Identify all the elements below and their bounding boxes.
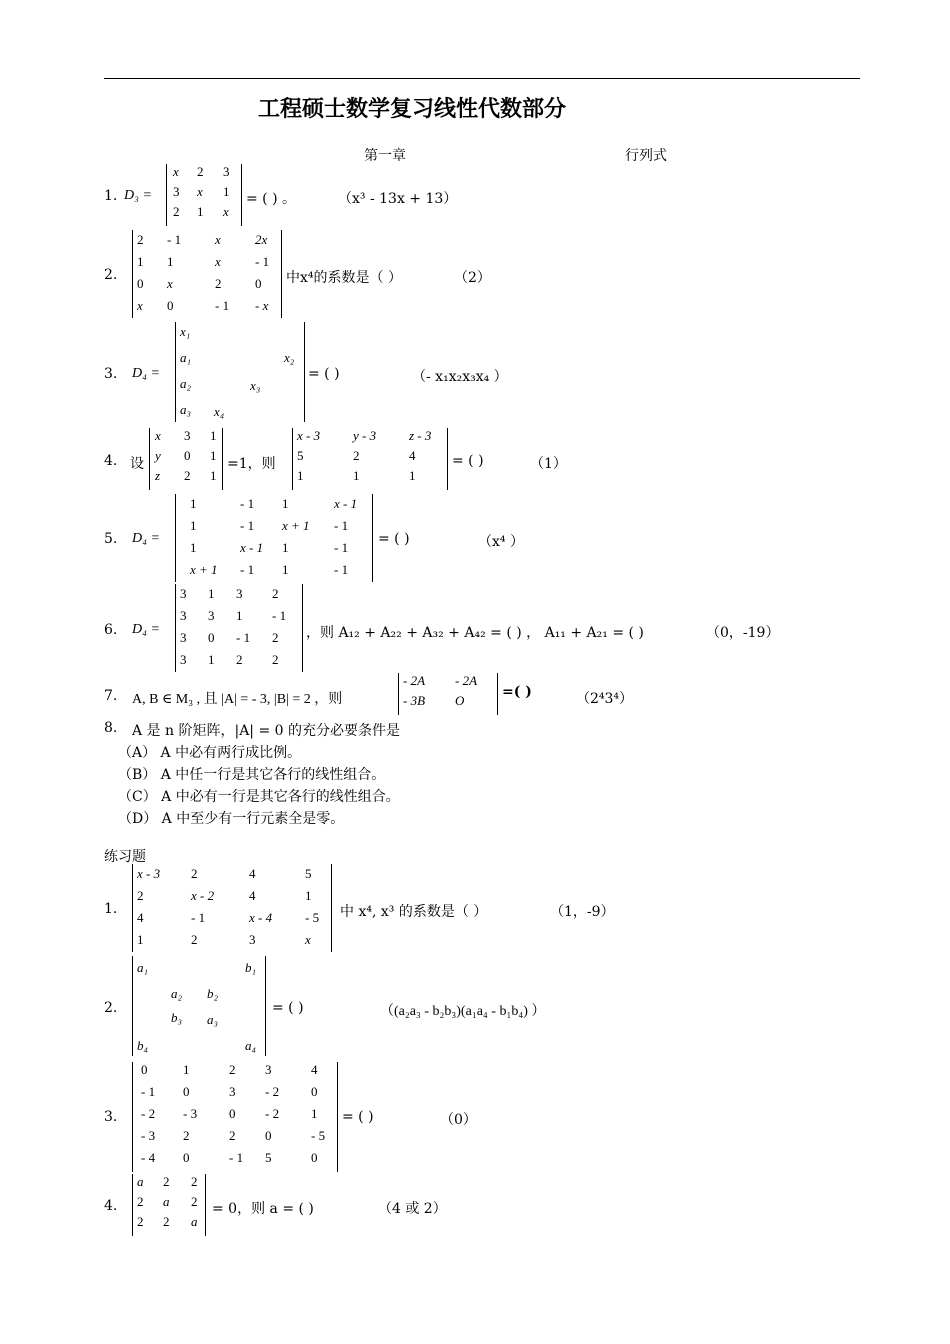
det-cell: 1 (137, 932, 144, 947)
exercise-4-number: 4. (104, 1198, 118, 1214)
det-cell: - 1 (236, 630, 251, 645)
det-cell: 2 (173, 204, 180, 219)
problem-8-option-d: （D） A 中至少有一行元素全是零。 (118, 811, 345, 827)
problem-5-lhs: D₄ = (132, 531, 160, 546)
problem-8-text: A 是 n 阶矩阵，|A| = 0 的充分必要条件是 (132, 723, 401, 739)
det-cell: 0 (265, 1128, 272, 1143)
exercise-3-text: = ( ) (342, 1109, 374, 1125)
det-cell: 2 (184, 468, 191, 483)
det-cell: - 1 (240, 518, 255, 533)
problem-4-determinant-b (292, 428, 448, 490)
det-cell: a₃ (207, 1012, 219, 1027)
det-cell: 2 (137, 888, 144, 903)
exercise-3-number: 3. (104, 1109, 118, 1125)
det-cell: - 2 (141, 1106, 156, 1121)
det-cell: a₁ (180, 350, 192, 365)
exercise-1-text: 中 x⁴, x³ 的系数是（ ） (340, 904, 488, 920)
det-cell: z (155, 468, 161, 483)
det-cell: 3 (249, 932, 256, 947)
det-cell: 1 (282, 562, 289, 577)
det-cell: 3 (236, 586, 243, 601)
det-cell: x (167, 276, 173, 291)
det-cell: x₃ (250, 378, 261, 393)
det-cell: 1 (353, 468, 360, 483)
det-cell: 2 (229, 1128, 236, 1143)
det-cell: 3 (265, 1062, 272, 1077)
det-cell: 3 (180, 586, 187, 601)
det-cell: 0 (167, 298, 174, 313)
det-cell: - x (255, 298, 269, 313)
det-cell: - 1 (240, 496, 255, 511)
problem-5-number: 5. (104, 531, 118, 547)
det-cell: 1 (190, 518, 197, 533)
det-cell: y (155, 448, 161, 463)
exercise-header: 练习题 (104, 849, 146, 865)
det-cell: 5 (297, 448, 304, 463)
det-cell: x - 1 (334, 496, 358, 511)
det-cell: - 3 (141, 1128, 156, 1143)
det-cell: - 1 (334, 518, 349, 533)
det-cell: 1 (210, 468, 217, 483)
det-cell: x (223, 204, 229, 219)
det-cell: 2 (137, 232, 144, 247)
det-cell: 1 (223, 184, 230, 199)
det-cell: 4 (249, 888, 256, 903)
det-cell: 2x (255, 232, 268, 247)
problem-7-number: 7. (104, 688, 118, 704)
det-cell: 0 (229, 1106, 236, 1121)
det-cell: - 2 (265, 1106, 280, 1121)
problem-8-number: 8. (104, 720, 118, 736)
det-cell: a₁ (137, 960, 149, 975)
det-cell: 2 (236, 652, 243, 667)
det-cell: x - 1 (240, 540, 264, 555)
problem-1-determinant (166, 164, 242, 226)
problem-7-determinant (398, 673, 498, 715)
exercise-1-determinant (132, 864, 332, 952)
det-cell: 5 (305, 866, 312, 881)
det-cell: 3 (180, 630, 187, 645)
exercise-2-number: 2. (104, 1000, 118, 1016)
det-cell: - 1 (141, 1084, 156, 1099)
det-cell: b₃ (171, 1010, 183, 1025)
det-cell: 3 (173, 184, 180, 199)
det-cell: 1 (236, 608, 243, 623)
det-cell: 0 (311, 1084, 318, 1099)
det-cell: b₄ (137, 1038, 149, 1053)
det-cell: 1 (210, 448, 217, 463)
det-cell: 1 (210, 428, 217, 443)
det-cell: - 1 (334, 562, 349, 577)
det-cell: 2 (191, 1194, 198, 1209)
det-cell: 2 (197, 164, 204, 179)
problem-4-answer: （1） (530, 456, 567, 472)
det-cell: 1 (137, 254, 144, 269)
det-cell: x (155, 428, 161, 443)
exercise-1-number: 1. (104, 901, 118, 917)
det-cell: 1 (305, 888, 312, 903)
problem-5-determinant (175, 494, 373, 582)
det-cell: x - 2 (191, 888, 215, 903)
problem-2-answer: （2） (454, 270, 491, 286)
det-cell: 2 (137, 1194, 144, 1209)
det-cell: 2 (272, 652, 279, 667)
problem-1-text: = ( ) 。 (246, 191, 297, 207)
det-cell: 1 (197, 204, 204, 219)
problem-8-option-c: （C） A 中必有一行是其它各行的线性组合。 (118, 789, 400, 805)
problem-3-number: 3. (104, 366, 118, 382)
det-cell: x + 1 (190, 562, 218, 577)
det-cell: 1 (311, 1106, 318, 1121)
page-title: 工程硕士数学复习线性代数部分 (258, 97, 567, 122)
det-cell: x + 1 (282, 518, 310, 533)
det-cell: x (215, 254, 221, 269)
det-cell: 0 (184, 448, 191, 463)
det-cell: - 4 (141, 1150, 156, 1165)
det-cell: 3 (184, 428, 191, 443)
det-cell: - 1 (191, 910, 206, 925)
det-cell: x - 3 (137, 866, 161, 881)
det-cell: 4 (137, 910, 144, 925)
det-cell: x (215, 232, 221, 247)
det-cell: 1 (409, 468, 416, 483)
det-cell: 2 (137, 1214, 144, 1229)
det-cell: 2 (191, 932, 198, 947)
det-cell: x₁ (180, 324, 191, 339)
det-cell: 0 (208, 630, 215, 645)
det-cell: 2 (163, 1174, 170, 1189)
det-cell: 3 (223, 164, 230, 179)
problem-2-text: 中x⁴的系数是（ ） (286, 270, 402, 286)
det-cell: 0 (183, 1084, 190, 1099)
det-cell: - 3B (403, 693, 426, 708)
problem-2-determinant (132, 230, 282, 318)
det-cell: 3 (180, 608, 187, 623)
det-cell: a (137, 1174, 144, 1189)
det-cell: x₂ (284, 350, 295, 365)
det-cell: x - 3 (297, 428, 321, 443)
det-cell: a₂ (171, 986, 183, 1001)
det-cell: - 1 (167, 232, 182, 247)
det-cell: b₂ (207, 986, 219, 1001)
det-cell: 0 (183, 1150, 190, 1165)
det-cell: - 5 (311, 1128, 326, 1143)
det-cell: 4 (249, 866, 256, 881)
det-cell: - 3 (183, 1106, 198, 1121)
top-rule (104, 78, 860, 79)
det-cell: a (163, 1194, 170, 1209)
det-cell: 2 (163, 1214, 170, 1229)
det-cell: x - 4 (249, 910, 273, 925)
det-cell: - 1 (240, 562, 255, 577)
det-cell: 1 (183, 1062, 190, 1077)
problem-8-option-a: （A） A 中必有两行成比例。 (118, 745, 302, 761)
det-cell: a₄ (245, 1038, 257, 1053)
det-cell: 2 (229, 1062, 236, 1077)
det-cell: 0 (255, 276, 262, 291)
det-cell: x (137, 298, 143, 313)
det-cell: 1 (190, 540, 197, 555)
problem-3-determinant (175, 322, 305, 422)
problem-7-tail: =( ) (502, 684, 532, 700)
exercise-4-answer: （4 或 2） (378, 1201, 447, 1217)
exercise-3-answer: （0） (440, 1112, 477, 1128)
det-cell: 3 (229, 1084, 236, 1099)
problem-6-number: 6. (104, 622, 118, 638)
det-cell: 2 (272, 586, 279, 601)
det-cell: 2 (183, 1128, 190, 1143)
det-cell: 0 (141, 1062, 148, 1077)
exercise-1-answer: （1，-9） (550, 904, 615, 920)
problem-6-answer: （0，-19） (706, 625, 780, 641)
exercise-2-determinant (132, 956, 266, 1056)
det-cell: 1 (208, 586, 215, 601)
exercise-2-text: = ( ) (272, 1000, 304, 1016)
det-cell: - 1 (272, 608, 287, 623)
det-cell: - 2A (455, 673, 478, 688)
problem-3-answer: （- x₁x₂x₃x₄ ） (412, 369, 508, 385)
problem-4-determinant-a (149, 428, 223, 490)
problem-3-text: = ( ) (308, 366, 340, 382)
det-cell: 1 (297, 468, 304, 483)
det-cell: 4 (311, 1062, 318, 1077)
det-cell: x₄ (214, 404, 225, 419)
problem-4-mid: =1，则 (227, 456, 276, 472)
exercise-3-determinant (132, 1062, 338, 1172)
det-cell: x (305, 932, 311, 947)
det-cell: - 2 (265, 1084, 280, 1099)
problem-3-lhs: D₄ = (132, 366, 160, 381)
det-cell: 1 (282, 496, 289, 511)
det-cell: 3 (208, 608, 215, 623)
chapter-name: 行列式 (625, 148, 667, 164)
det-cell: 2 (353, 448, 360, 463)
det-cell: a (191, 1214, 198, 1229)
det-cell: 2 (191, 1174, 198, 1189)
det-cell: - 1 (229, 1150, 244, 1165)
det-cell: 5 (265, 1150, 272, 1165)
det-cell: 2 (191, 866, 198, 881)
det-cell: 3 (180, 652, 187, 667)
det-cell: a₃ (180, 402, 192, 417)
problem-6-lhs: D₄ = (132, 622, 160, 637)
problem-4-pre: 设 (130, 456, 144, 472)
det-cell: - 1 (334, 540, 349, 555)
exercise-4-determinant (132, 1174, 206, 1236)
det-cell: O (455, 693, 465, 708)
det-cell: 1 (208, 652, 215, 667)
det-cell: y - 3 (353, 428, 377, 443)
problem-2-number: 2. (104, 267, 118, 283)
problem-5-text: = ( ) (378, 531, 410, 547)
det-cell: 2 (215, 276, 222, 291)
det-cell: 0 (137, 276, 144, 291)
det-cell: 0 (311, 1150, 318, 1165)
det-cell: z - 3 (409, 428, 432, 443)
det-cell: x (173, 164, 179, 179)
det-cell: 1 (190, 496, 197, 511)
problem-4-number: 4. (104, 453, 118, 469)
det-cell: a₂ (180, 376, 192, 391)
det-cell: - 1 (215, 298, 230, 313)
problem-7-text: A, B ∈ M₃ , 且 |A| = - 3, |B| = 2 ，则 (132, 692, 343, 707)
problem-1-number: 1. (104, 188, 118, 204)
problem-4-text: = ( ) (452, 453, 484, 469)
exercise-2-answer: （(a₂a₃ - b₂b₃)(a₁a₄ - b₁b₄) ） (380, 1004, 546, 1019)
det-cell: 4 (409, 448, 416, 463)
det-cell: b₁ (245, 960, 257, 975)
chapter-label: 第一章 (364, 148, 406, 164)
det-cell: 1 (282, 540, 289, 555)
det-cell: 1 (167, 254, 174, 269)
det-cell: - 1 (255, 254, 270, 269)
problem-1-lhs: D₃ = (124, 188, 152, 203)
det-cell: - 5 (305, 910, 320, 925)
problem-7-answer: （2⁴3⁴） (576, 691, 634, 707)
det-cell: 2 (272, 630, 279, 645)
det-cell: x (197, 184, 203, 199)
problem-6-text: ，则 A₁₂ + A₂₂ + A₃₂ + A₄₂ = ( ) ， A₁₁ + A₂₁ = ( ) (306, 625, 644, 641)
problem-5-answer: （x⁴ ） (478, 534, 524, 550)
det-cell: - 2A (403, 673, 426, 688)
problem-6-determinant (175, 584, 303, 672)
problem-1-answer: （x³ - 13x + 13） (338, 191, 458, 207)
problem-8-option-b: （B） A 中任一行是其它各行的线性组合。 (118, 767, 386, 783)
exercise-4-text: = 0，则 a = ( ) (212, 1201, 314, 1217)
